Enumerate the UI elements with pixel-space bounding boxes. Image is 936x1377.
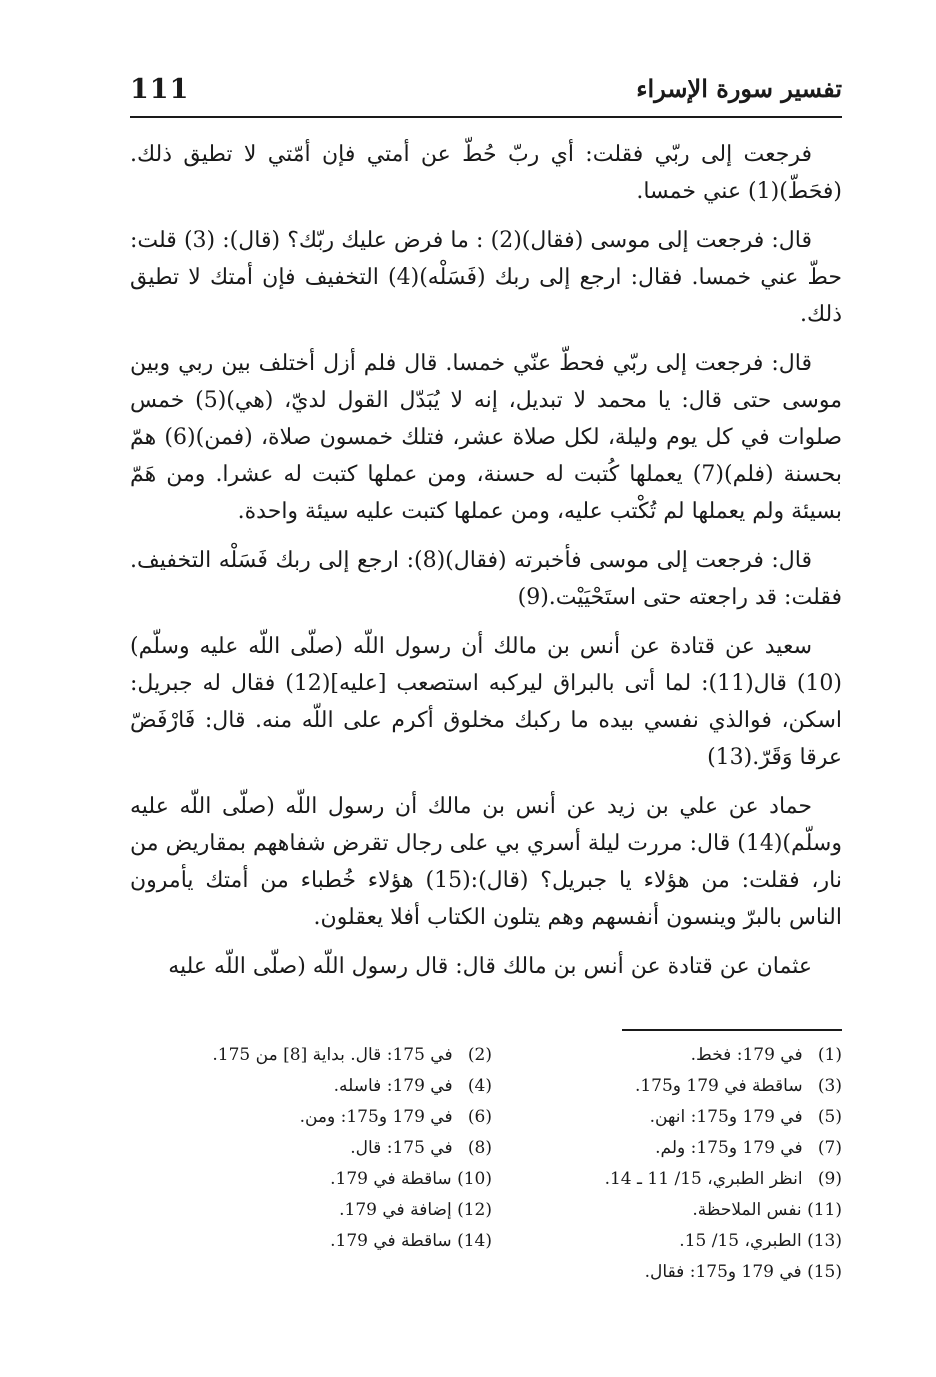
header-rule xyxy=(130,116,842,118)
footnote-number: (10) xyxy=(457,1169,492,1189)
footnote-text: في 179 و175: فقال. xyxy=(644,1262,802,1282)
footnote xyxy=(486,1071,842,1102)
footnote-number: (3) xyxy=(817,1076,842,1096)
footnote-text: ساقطة في 179. xyxy=(330,1169,452,1189)
paragraph: قال: فرجعت إلى موسى فأخبرته (فقال)(8): ارجع إلى ربك فَسَلْه التخفيف. فقلت: قد راجعته حتى استَحْيَيْت.(9) xyxy=(130,548,842,610)
footnote-number: (2) xyxy=(467,1045,492,1065)
footnote-text: في 175: قال. xyxy=(350,1138,453,1158)
footnote-text: في 179: فخط. xyxy=(690,1045,803,1065)
footnote-text: إضافة في 179. xyxy=(339,1200,452,1220)
footnote xyxy=(136,1040,492,1071)
footnote xyxy=(486,1257,842,1288)
footnote-text: في 179: فاسله. xyxy=(333,1076,453,1096)
page-header xyxy=(130,68,842,112)
footnote xyxy=(486,1102,842,1133)
footnote-text: ساقطة في 179. xyxy=(330,1231,452,1251)
footnote xyxy=(136,1195,492,1226)
footnotes-column-right xyxy=(486,1040,842,1288)
footnote xyxy=(136,1226,492,1257)
paragraph: سعيد عن قتادة عن أنس بن مالك أن رسول اللّه (صلّى اللّه عليه وسلّم)(10) قال(11): لما أتى بالبراق ليركبه استصعب [عليه](12) فقال له جبريل: اسكن، فوالذي نفسي بيده ما ركبك مخلوق أكرم على اللّه منه. قال: فَارْفَضّ عرقا وَقَرّ.(13) xyxy=(130,634,842,770)
footnote-number: (13) xyxy=(807,1231,842,1251)
footnote-number: (15) xyxy=(807,1262,842,1282)
footnote xyxy=(486,1164,842,1195)
footnote-rule xyxy=(622,1029,842,1031)
footnote-number: (6) xyxy=(467,1107,492,1127)
footnote xyxy=(486,1040,842,1071)
paragraph: قال: فرجعت إلى ربّي فحطّ عنّي خمسا. قال فلم أزل أختلف بين ربي وبين موسى حتى قال: يا محمد لا تبديل، إنه لا يُبَدّل القول لديّ، (هي)(5) خمس صلوات في كل يوم وليلة، لكل صلاة عشر، فتلك خمسون صلاة، (فمن)(6) همّ بحسنة (فلم)(7) يعملها كُتبت له حسنة، ومن عملها كتبت له عشرا. ومن هَمّ بسيئة ولم يعملها لم تُكْتب عليه، ومن عملها كتبت عليه سيئة واحدة. xyxy=(130,351,843,524)
footnote-number: (4) xyxy=(467,1076,492,1096)
footnote xyxy=(136,1133,492,1164)
footnote-text: في 179 و175: ولم. xyxy=(655,1138,803,1158)
running-title: تفسير سورة الإسراء xyxy=(636,74,842,103)
footnote-number: (14) xyxy=(457,1231,492,1251)
footnote-number: (9) xyxy=(817,1169,842,1189)
footnote-number: (12) xyxy=(457,1200,492,1220)
footnote xyxy=(136,1071,492,1102)
footnote-text: في 175: قال. بداية [8] من 175. xyxy=(212,1045,453,1065)
footnote xyxy=(486,1133,842,1164)
footnote-text: نفس الملاحظة. xyxy=(692,1200,802,1220)
footnotes-column-left xyxy=(136,1040,492,1257)
footnote-text: في 179 و175: ومن. xyxy=(299,1107,453,1127)
footnote xyxy=(486,1226,842,1257)
footnote-number: (1) xyxy=(817,1045,842,1065)
footnote-text: ساقطة في 179 و175. xyxy=(634,1076,803,1096)
paragraph: قال: فرجعت إلى موسى (فقال)(2) : ما فرض عليك ربّك؟ (قال): (3) قلت: حطّ عني خمسا. فقال: ارجع إلى ربك (فَسَلْه)(4) التخفيف فإن أمتك لا تطيق ذلك. xyxy=(130,228,842,327)
footnote xyxy=(486,1195,842,1226)
footnotes xyxy=(130,1040,842,1300)
footnote-number: (5) xyxy=(817,1107,842,1127)
footnote-text: في 179 و175: انهن. xyxy=(649,1107,803,1127)
paragraph: فرجعت إلى ربّي فقلت: أي ربّ حُطّ عن أمتي فإن أمّتي لا تطيق ذلك.(فحَطّ)(1) عني خمسا. xyxy=(130,142,842,204)
paragraph: عثمان عن قتادة عن أنس بن مالك قال: قال رسول اللّه (صلّى اللّه عليه xyxy=(168,954,812,979)
footnote xyxy=(136,1164,492,1195)
main-text xyxy=(130,136,842,997)
footnote-text: الطبري، 15/ 15. xyxy=(679,1231,802,1251)
footnote-number: (8) xyxy=(467,1138,492,1158)
footnote xyxy=(136,1102,492,1133)
footnote-number: (11) xyxy=(807,1200,842,1220)
footnote-text: انظر الطبري، 15/ 11 ـ 14. xyxy=(604,1169,803,1189)
page-number: 111 xyxy=(130,74,190,105)
footnote-number: (7) xyxy=(817,1138,842,1158)
paragraph: حماد عن علي بن زيد عن أنس بن مالك أن رسول اللّه (صلّى اللّه عليه وسلّم)(14) قال: مررت ليلة أسري بي على رجال تقرض شفاههم بمقاريض من نار، فقلت: من هؤلاء يا جبريل؟ (قال):(15) هؤلاء خُطباء من أمتك يأمرون الناس بالبرّ وينسون أنفسهم وهم يتلون الكتاب أفلا يعقلون. xyxy=(130,794,842,930)
